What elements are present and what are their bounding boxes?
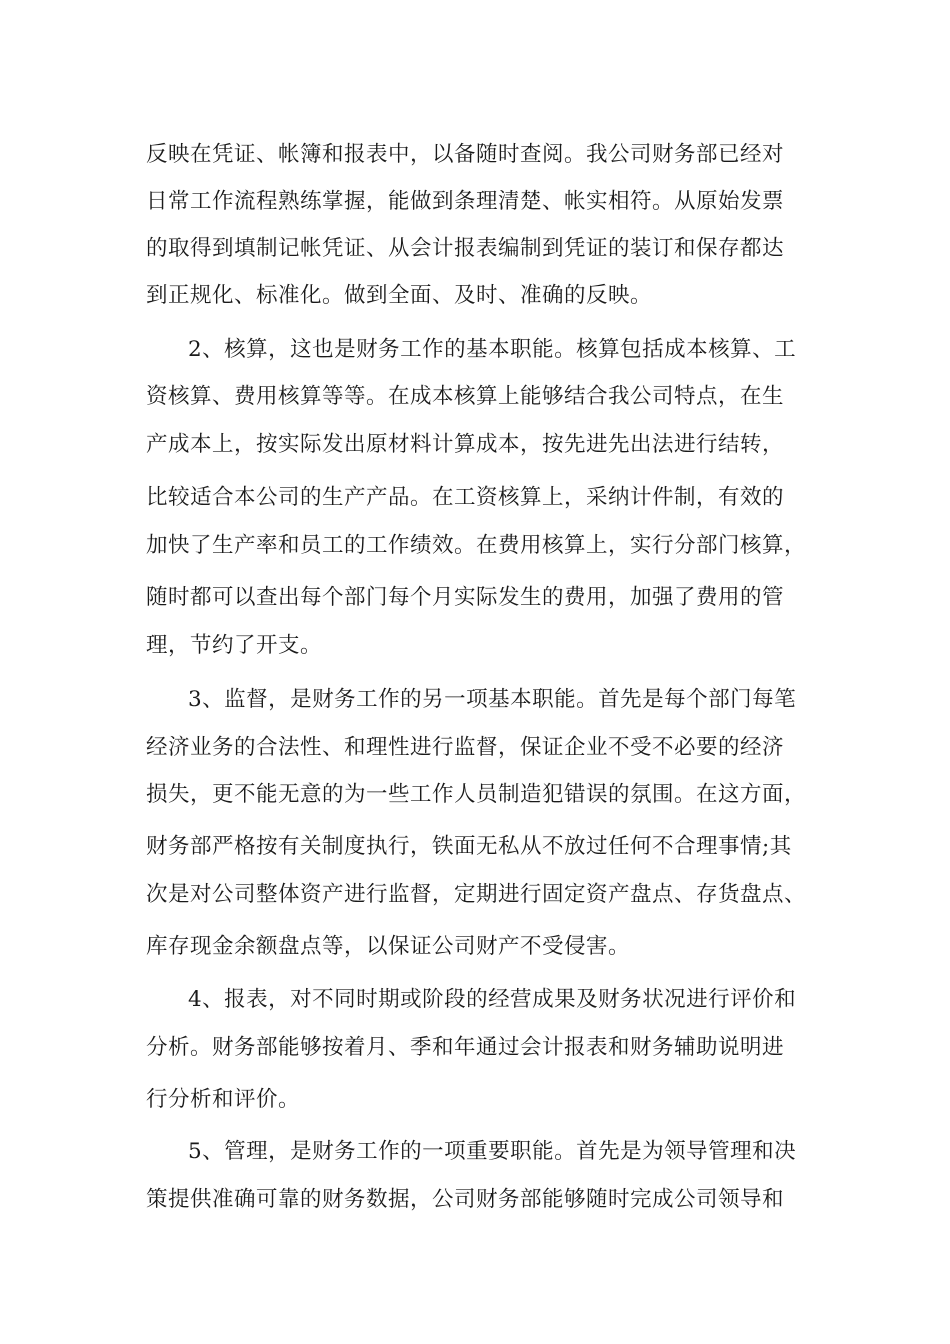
paragraph-start-line: 4、报表，对不同时期或阶段的经营成果及财务状况进行评价和 bbox=[188, 987, 797, 1012]
text-line: 产成本上，按实际发出原材料计算成本，按先进先出法进行结转， bbox=[146, 432, 785, 457]
text-line: 资核算、费用核算等等。在成本核算上能够结合我公司特点，在生 bbox=[146, 384, 785, 409]
paragraph-start-line: 3、监督，是财务工作的另一项基本职能。首先是每个部门每笔 bbox=[188, 687, 797, 712]
paragraph-start-line: 5、管理，是财务工作的一项重要职能。首先是为领导管理和决 bbox=[188, 1139, 797, 1164]
text-line: 库存现金余额盘点等，以保证公司财产不受侵害。 bbox=[146, 934, 631, 959]
text-line: 理，节约了开支。 bbox=[146, 633, 323, 658]
text-line: 行分析和评价。 bbox=[146, 1087, 301, 1112]
text-line: 策提供准确可靠的财务数据，公司财务部能够随时完成公司领导和 bbox=[146, 1187, 785, 1212]
text-line: 加快了生产率和员工的工作绩效。在费用核算上，实行分部门核算， bbox=[146, 533, 807, 558]
text-line: 反映在凭证、帐簿和报表中，以备随时查阅。我公司财务部已经对 bbox=[146, 142, 785, 167]
text-line: 比较适合本公司的生产产品。在工资核算上，采纳计件制，有效的 bbox=[146, 485, 785, 510]
text-line: 次是对公司整体资产进行监督，定期进行固定资产盘点、存货盘点、 bbox=[146, 882, 807, 907]
text-line: 到正规化、标准化。做到全面、及时、准确的反映。 bbox=[146, 283, 653, 308]
paragraph-start-line: 2、核算，这也是财务工作的基本职能。核算包括成本核算、工 bbox=[188, 337, 797, 362]
text-line: 财务部严格按有关制度执行，铁面无私从不放过任何不合理事情;其 bbox=[146, 834, 792, 859]
text-line: 日常工作流程熟练掌握，能做到条理清楚、帐实相符。从原始发票 bbox=[146, 189, 785, 214]
text-line: 的取得到填制记帐凭证、从会计报表编制到凭证的装订和保存都达 bbox=[146, 236, 785, 261]
text-line: 分析。财务部能够按着月、季和年通过会计报表和财务辅助说明进 bbox=[146, 1035, 785, 1060]
text-line: 经济业务的合法性、和理性进行监督，保证企业不受不必要的经济 bbox=[146, 735, 785, 760]
text-line: 随时都可以查出每个部门每个月实际发生的费用，加强了费用的管 bbox=[146, 585, 785, 610]
text-line: 损失，更不能无意的为一些工作人员制造犯错误的氛围。在这方面， bbox=[146, 782, 807, 807]
